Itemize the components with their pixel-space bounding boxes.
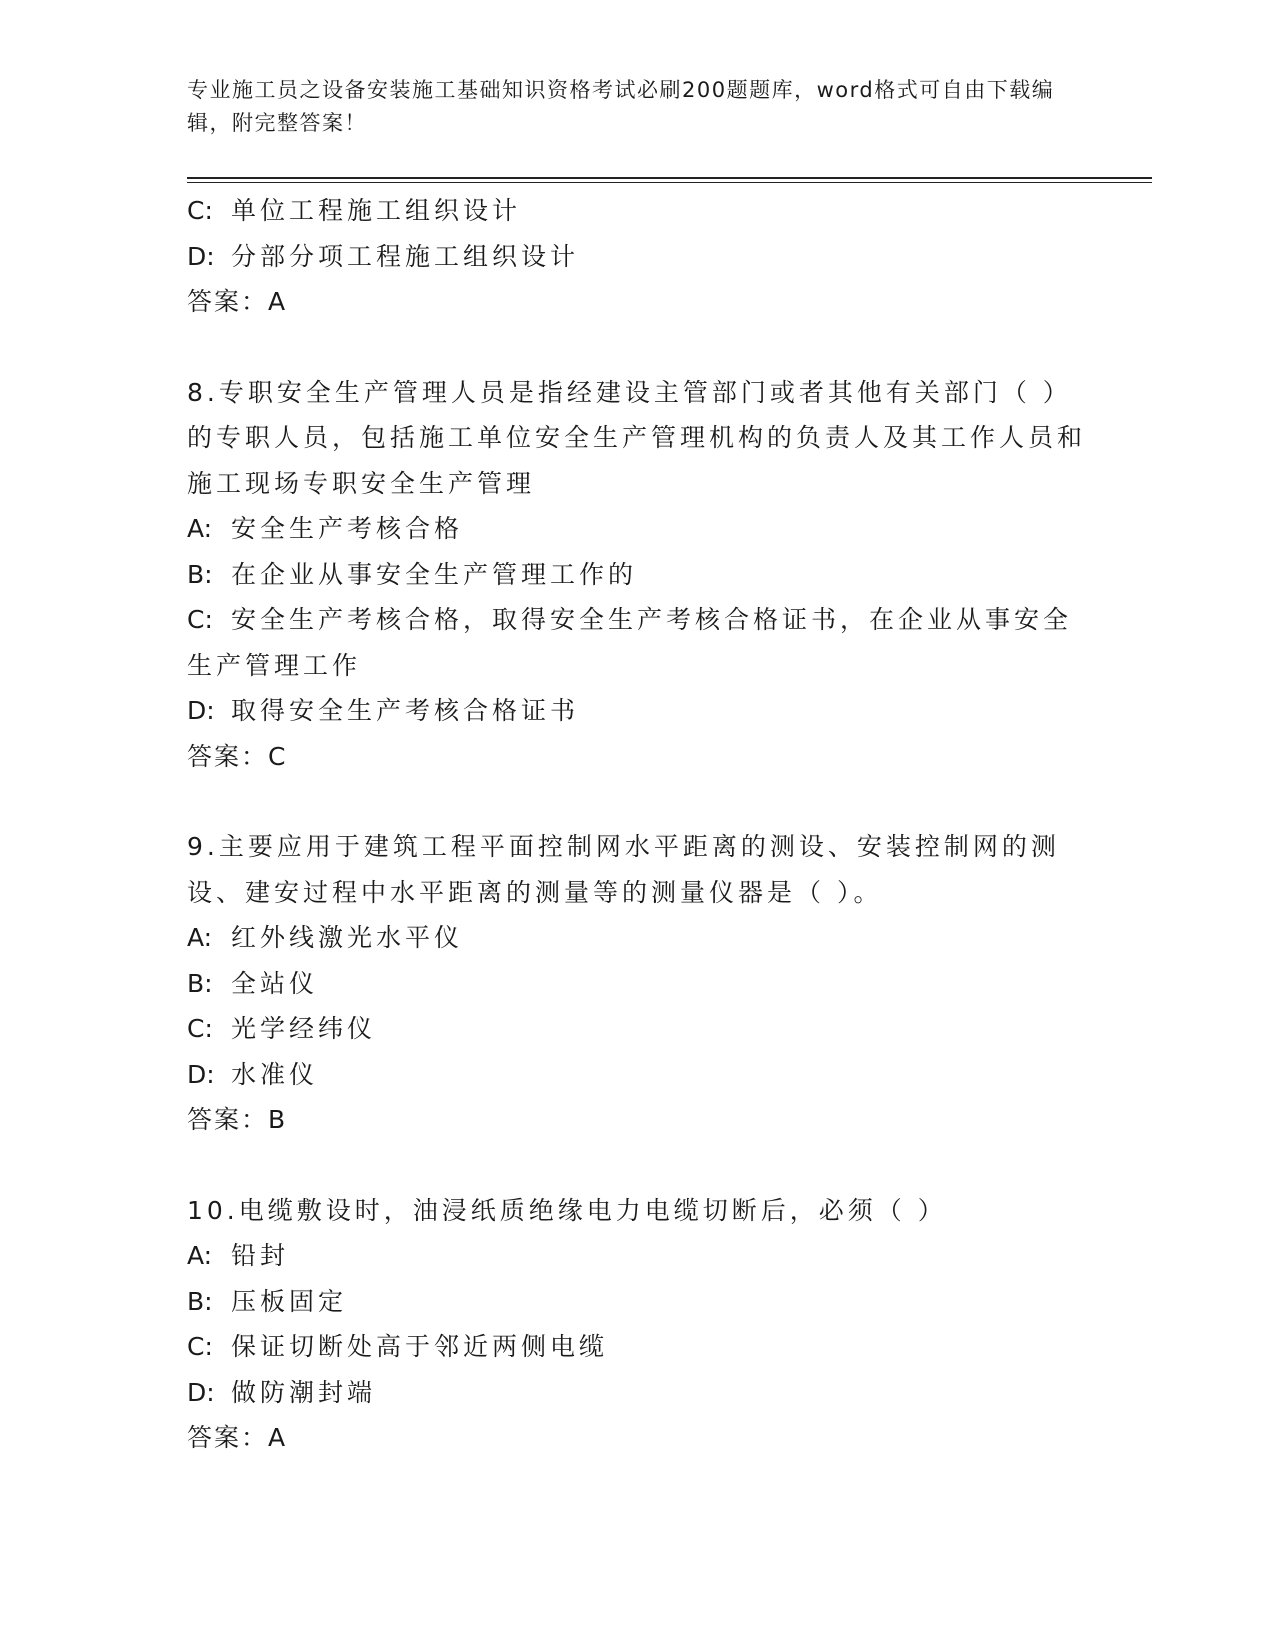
question-text: 10.电缆敷设时，油浸纸质绝缘电力电缆切断后，必须（ ）	[187, 1195, 947, 1225]
option-text: 在企业从事安全生产管理工作的	[231, 559, 638, 589]
option-c	[187, 188, 1087, 234]
option-c	[187, 1006, 1087, 1052]
option-a	[187, 915, 1087, 961]
option-label: A:	[187, 1241, 213, 1270]
option-d	[187, 1370, 1087, 1416]
option-b	[187, 961, 1087, 1007]
question-10	[187, 1188, 1087, 1461]
option-a	[187, 1233, 1087, 1279]
option-label: D:	[187, 1059, 215, 1089]
option-text: 取得安全生产考核合格证书	[231, 696, 580, 725]
option-d	[187, 234, 1087, 280]
question-text: 9.主要应用于建筑工程平面控制网水平距离的测设、安装控制网的测设、建安过程中水平距离的测量等的测量仪器是（ ）。	[187, 832, 1060, 907]
option-text: 做防潮封端	[231, 1377, 377, 1407]
option-c	[187, 1324, 1087, 1370]
question-list	[187, 188, 1087, 1461]
option-label: A:	[187, 514, 213, 543]
option-text: 铅封	[231, 1241, 290, 1270]
option-text: 分部分项工程施工组织设计	[231, 241, 580, 271]
option-d	[187, 688, 1087, 734]
option-a	[187, 506, 1087, 552]
option-label: A:	[187, 923, 213, 952]
answer-line: 答案：B	[187, 1105, 288, 1134]
option-text: 安全生产考核合格，取得安全生产考核合格证书，在企业从事安全生产管理工作	[187, 605, 1073, 680]
option-label: C:	[187, 605, 213, 634]
question-text: 8.专职安全生产管理人员是指经建设主管部门或者其他有关部门（ ）的专职人员，包括施工单位安全生产管理机构的负责人及其工作人员和施工现场专职安全生产管理	[187, 377, 1087, 498]
option-c	[187, 597, 1087, 688]
option-label: C:	[187, 1014, 213, 1043]
answer-line: 答案：A	[187, 1423, 288, 1452]
previous-question-tail	[187, 188, 1087, 325]
question-9	[187, 824, 1087, 1143]
document-header	[187, 74, 1067, 140]
answer-line: 答案：A	[187, 287, 288, 316]
option-text: 红外线激光水平仪	[231, 923, 464, 952]
option-b	[187, 552, 1087, 598]
header-divider-thick	[187, 177, 1152, 179]
header-title: 专业施工员之设备安装施工基础知识资格考试必刷200题题库，word格式可自由下载编辑，附完整答案！	[187, 78, 1055, 135]
option-b	[187, 1279, 1087, 1325]
option-label: C:	[187, 1332, 213, 1361]
header-divider-thin	[187, 182, 1152, 183]
option-label: B:	[187, 559, 213, 589]
option-text: 光学经纬仪	[231, 1014, 377, 1043]
option-text: 水准仪	[231, 1059, 319, 1089]
option-label: B:	[187, 1286, 213, 1316]
option-text: 单位工程施工组织设计	[231, 196, 522, 225]
option-label: D:	[187, 241, 215, 271]
option-text: 全站仪	[231, 968, 319, 998]
option-d	[187, 1052, 1087, 1098]
option-text: 保证切断处高于邻近两侧电缆	[231, 1332, 609, 1361]
option-text: 安全生产考核合格	[231, 514, 464, 543]
question-8	[187, 370, 1087, 780]
answer-line: 答案：C	[187, 741, 288, 771]
option-label: D:	[187, 696, 215, 725]
option-label: B:	[187, 968, 213, 998]
option-label: D:	[187, 1377, 215, 1407]
option-label: C:	[187, 196, 213, 225]
option-text: 压板固定	[231, 1286, 348, 1316]
